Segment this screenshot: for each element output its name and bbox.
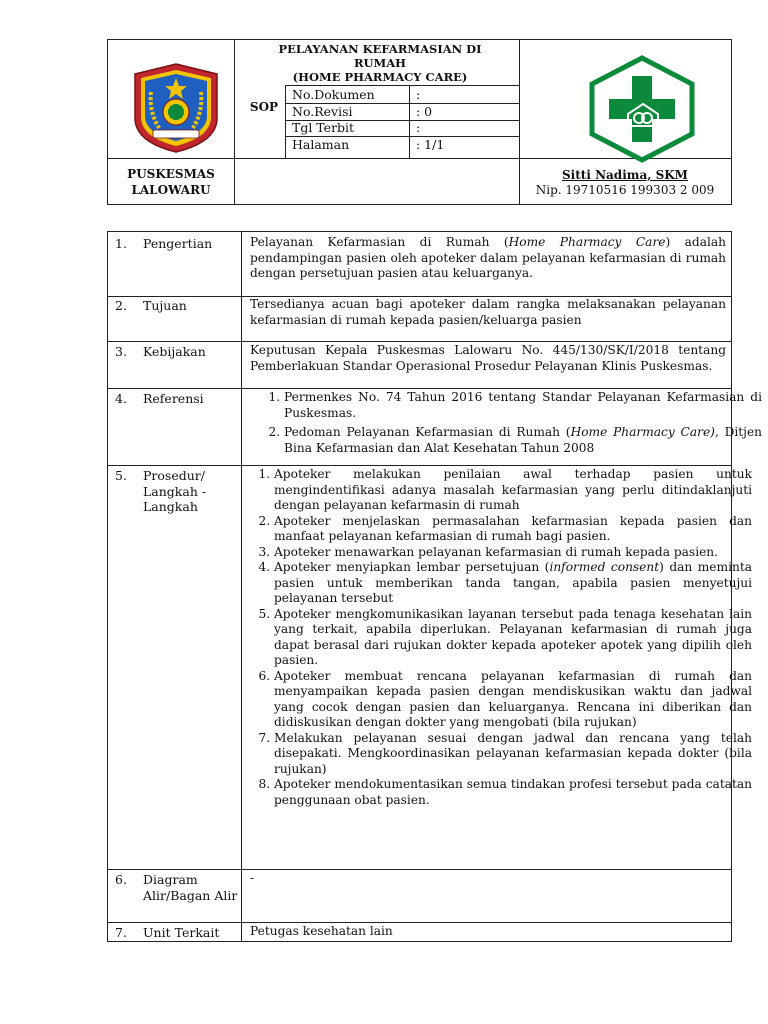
list-item [274, 514, 752, 545]
text-italic-segment: Home Pharmacy Care) [570, 425, 715, 439]
regency-emblem-logo [131, 62, 221, 154]
text-italic-segment: informed consent [549, 560, 660, 574]
divider [285, 85, 519, 86]
list-item [274, 467, 752, 514]
procedure-steps-list [250, 467, 752, 808]
row-number: 1. [115, 236, 127, 251]
row-text-diagram: - [250, 871, 255, 885]
row-label-kebijakan: Kebijakan [143, 344, 206, 359]
meta-value-revisi: : 0 [416, 104, 433, 119]
text-segment: Pelayanan Kefarmasian di Rumah ( [250, 235, 509, 249]
reference-list [250, 390, 762, 460]
signer-nip: Nip. 19710516 199303 2 009 [535, 183, 715, 197]
row-number: 5. [115, 468, 127, 483]
row-text-pengertian [250, 235, 726, 282]
org-line-2: LALOWARU [131, 183, 211, 197]
row-number: 2. [115, 298, 127, 313]
document-title [242, 42, 518, 84]
list-item [274, 731, 752, 778]
text-segment: Apoteker mengkomunikasikan layanan tersebut pada tenaga kesehatan lain yang terkait, apabila diperlukan. Pelayanan kefarmasian di rumah juga dapat berasal dari rujukan dokter kepada apoteker apotek yang dipilih oleh pasien. [274, 606, 752, 667]
text-segment: Apoteker menyiapkan lembar persetujuan ( [274, 560, 550, 574]
row-label-tujuan: Tujuan [143, 298, 187, 313]
puskesmas-logo [582, 54, 702, 164]
meta-label-revisi: No.Revisi [292, 104, 353, 119]
row-label-diagram: Diagram Alir/Bagan Alir [143, 872, 238, 903]
sop-content-table [107, 231, 763, 942]
org-line-1: PUSKESMAS [127, 167, 215, 181]
meta-value-dokumen: : [416, 87, 421, 102]
text-segment: , Ditjen Bina Kefarmasian dan Alat Kesehatan Tahun 2008 [284, 425, 763, 455]
divider [108, 341, 731, 342]
text-segment: ) adalah pendampingan pasien oleh apoteker dalam pelayanan kefarmasian di rumah dengan persetujuan pasien atau keluarganya. [250, 235, 726, 280]
list-item [284, 390, 762, 421]
list-item [274, 669, 752, 731]
divider [241, 232, 242, 941]
meta-value-terbit: : [416, 120, 421, 135]
title-line-1: PELAYANAN KEFARMASIAN DI [278, 42, 482, 56]
list-item [274, 607, 752, 669]
title-line-2: RUMAH [353, 56, 407, 70]
list-item [274, 560, 752, 607]
row-label-pengertian: Pengertian [143, 236, 213, 251]
meta-label-dokumen: No.Dokumen [292, 87, 375, 102]
text-segment: Apoteker melakukan penilaian awal terhadap pasien untuk mengindentifikasi adanya masalah kefarmasian yang perlu ditindaklanjuti dengan pelayanan kefarmasin di rumah [274, 467, 752, 512]
title-line-3: (HOME PHARMACY CARE) [292, 70, 468, 84]
row-label-prosedur: Prosedur/ Langkah - Langkah [143, 468, 207, 514]
row-label-referensi: Referensi [143, 391, 204, 406]
meta-label-terbit: Tgl Terbit [292, 120, 355, 135]
divider [234, 40, 235, 204]
text-segment: Permenkes No. 74 Tahun 2016 tentang Standar Pelayanan Kefarmasian di Puskesmas. [284, 390, 762, 420]
row-number: 3. [115, 344, 127, 359]
text-segment: Pedoman Pelayanan Kefarmasian di Rumah ( [284, 425, 571, 439]
row-text-kebijakan: Keputusan Kepala Puskesmas Lalowaru No. 445/130/SK/I/2018 tentang Pemberlakuan Standar Operasional Prosedur Pelayanan Klinis Puskesmas. [250, 343, 726, 373]
signer-name: Sitti Nadima, SKM [562, 168, 688, 182]
meta-value-halaman: : 1/1 [416, 137, 445, 152]
sop-header-table [107, 39, 732, 205]
row-text-unit-terkait: Petugas kesehatan lain [250, 924, 393, 938]
list-item [284, 425, 762, 456]
list-item [274, 545, 752, 561]
divider [108, 388, 731, 389]
text-italic-segment: Home Pharmacy Care [508, 235, 666, 249]
text-segment: Apoteker menjelaskan permasalahan kefarmasian kepada pasien dan manfaat pelayanan kefarmasian di rumah bagi pasien. [274, 513, 752, 543]
list-item [274, 777, 752, 808]
row-number: 6. [115, 872, 127, 887]
row-number: 4. [115, 391, 127, 406]
divider [108, 922, 731, 923]
divider [285, 85, 286, 158]
text-segment: Melakukan pelayanan sesuai dengan jadwal dan rencana yang telah disepakati. Mengkoordinasikan pelayanan kefarmasian kepada dokter (bila rujukan) [274, 730, 752, 776]
sop-label: SOP [249, 100, 279, 114]
row-text-tujuan: Tersedianya acuan bagi apoteker dalam rangka melaksanakan pelayanan kefarmasian di rumah kepada pasien/keluarga pasien [250, 297, 726, 327]
text-segment: Apoteker menawarkan pelayanan kefarmasian di rumah kepada pasien. [274, 544, 719, 559]
organization-name [108, 166, 234, 198]
meta-label-halaman: Halaman [292, 137, 350, 152]
divider [108, 465, 731, 466]
row-label-unit-terkait: Unit Terkait [143, 925, 220, 940]
row-number: 7. [115, 925, 127, 940]
text-segment: Apoteker mendokumentasikan semua tindakan profesi tersebut pada catatan penggunaan obat pasien. [274, 777, 752, 807]
divider [108, 869, 731, 870]
divider [409, 85, 410, 158]
text-segment: Apoteker membuat rencana pelayanan kefarmasian di rumah dan menyampaikan kepada pasien dengan mendiskusikan waktu dan jadwal yang cocok dengan pasien dan keluarganya. Rencana ini diberikan dan didiskusikan dengan dokter yang mengobati (bila rujukan) [274, 668, 752, 729]
text-segment: ) dan meminta pasien untuk memberikan tanda tangan, apabila pasien menyetujui pelayanan tersebut [274, 560, 752, 605]
